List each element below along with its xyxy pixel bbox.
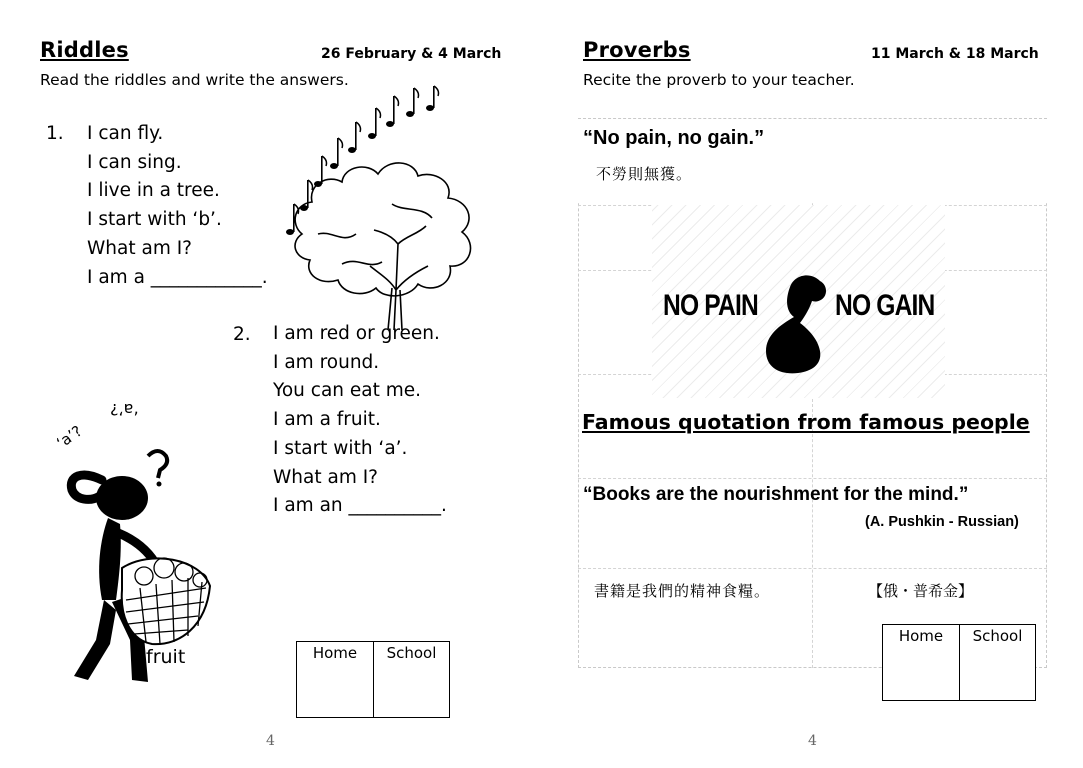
left-home-cell[interactable]: Home — [297, 642, 374, 718]
tree-with-music-notes-illustration — [272, 84, 494, 330]
left-school-cell[interactable]: School — [374, 642, 450, 718]
quotation-text: “Books are the nourishment for the mind.” — [583, 484, 969, 505]
riddles-title: Riddles — [40, 38, 129, 62]
banner-right-text: NO GAIN — [835, 289, 935, 322]
riddle-1-line: What am I? — [87, 237, 193, 259]
riddle-1-line: I can fly. — [87, 123, 164, 144]
riddle-2-line: I start with ‘a’. — [273, 437, 408, 459]
riddle-1-line: I start with ‘b’. — [87, 209, 222, 231]
proverbs-title: Proverbs — [583, 38, 691, 62]
proverb-text: “No pain, no gain.” — [583, 127, 765, 149]
riddle-1-line: I can sing. — [87, 151, 182, 173]
left-home-school-checkbox — [296, 641, 450, 718]
fruit-label: fruit — [146, 646, 186, 668]
no-pain-no-gain-banner — [652, 205, 945, 398]
right-page-number: 4 — [808, 733, 817, 749]
riddle-2-line: You can eat me. — [273, 380, 422, 402]
riddle-1-number: 1. — [46, 123, 64, 144]
riddle-2-line: What am I? — [273, 466, 379, 488]
proverbs-instruction: Recite the proverb to your teacher. — [583, 71, 855, 89]
riddle-2-number: 2. — [233, 324, 251, 345]
riddle-1-line: I live in a tree. — [87, 180, 220, 202]
quotation-author-chinese: 【俄・普希金】 — [868, 582, 974, 600]
right-home-cell[interactable]: Home — [883, 625, 960, 701]
banner-left-text: NO PAIN — [663, 289, 758, 322]
right-home-school-checkbox — [882, 624, 1036, 701]
riddles-date: 26 February & 4 March — [321, 46, 502, 62]
famous-quotation-heading: Famous quotation from famous people — [582, 410, 1030, 434]
proverbs-date: 11 March & 18 March — [871, 46, 1039, 62]
riddle-2-answer-line[interactable]: I am an __________. — [273, 495, 447, 517]
riddle-1-answer-line[interactable]: I am a ____________. — [87, 266, 268, 288]
riddles-instruction: Read the riddles and write the answers. — [40, 71, 349, 89]
proverb-chinese: 不勞則無獲。 — [596, 165, 693, 183]
clip-label-a-tilted: ‘a’? — [53, 421, 86, 453]
flexed-arm-icon — [760, 273, 832, 377]
riddle-2-line: I am a fruit. — [273, 409, 381, 431]
riddle-2-line: I am red or green. — [273, 323, 440, 344]
riddle-2-line: I am round. — [273, 351, 380, 373]
quotation-author: (A. Pushkin - Russian) — [865, 514, 1019, 530]
quotation-chinese: 書籍是我們的精神食糧。 — [594, 582, 771, 600]
right-school-cell[interactable]: School — [960, 625, 1036, 701]
clip-label-a-upside-down: ‘a’? — [110, 400, 139, 419]
riddle-2-text — [273, 320, 447, 521]
thinking-person-with-basket-illustration — [60, 440, 220, 690]
riddle-1-text — [87, 120, 268, 292]
left-page-number: 4 — [266, 733, 275, 749]
